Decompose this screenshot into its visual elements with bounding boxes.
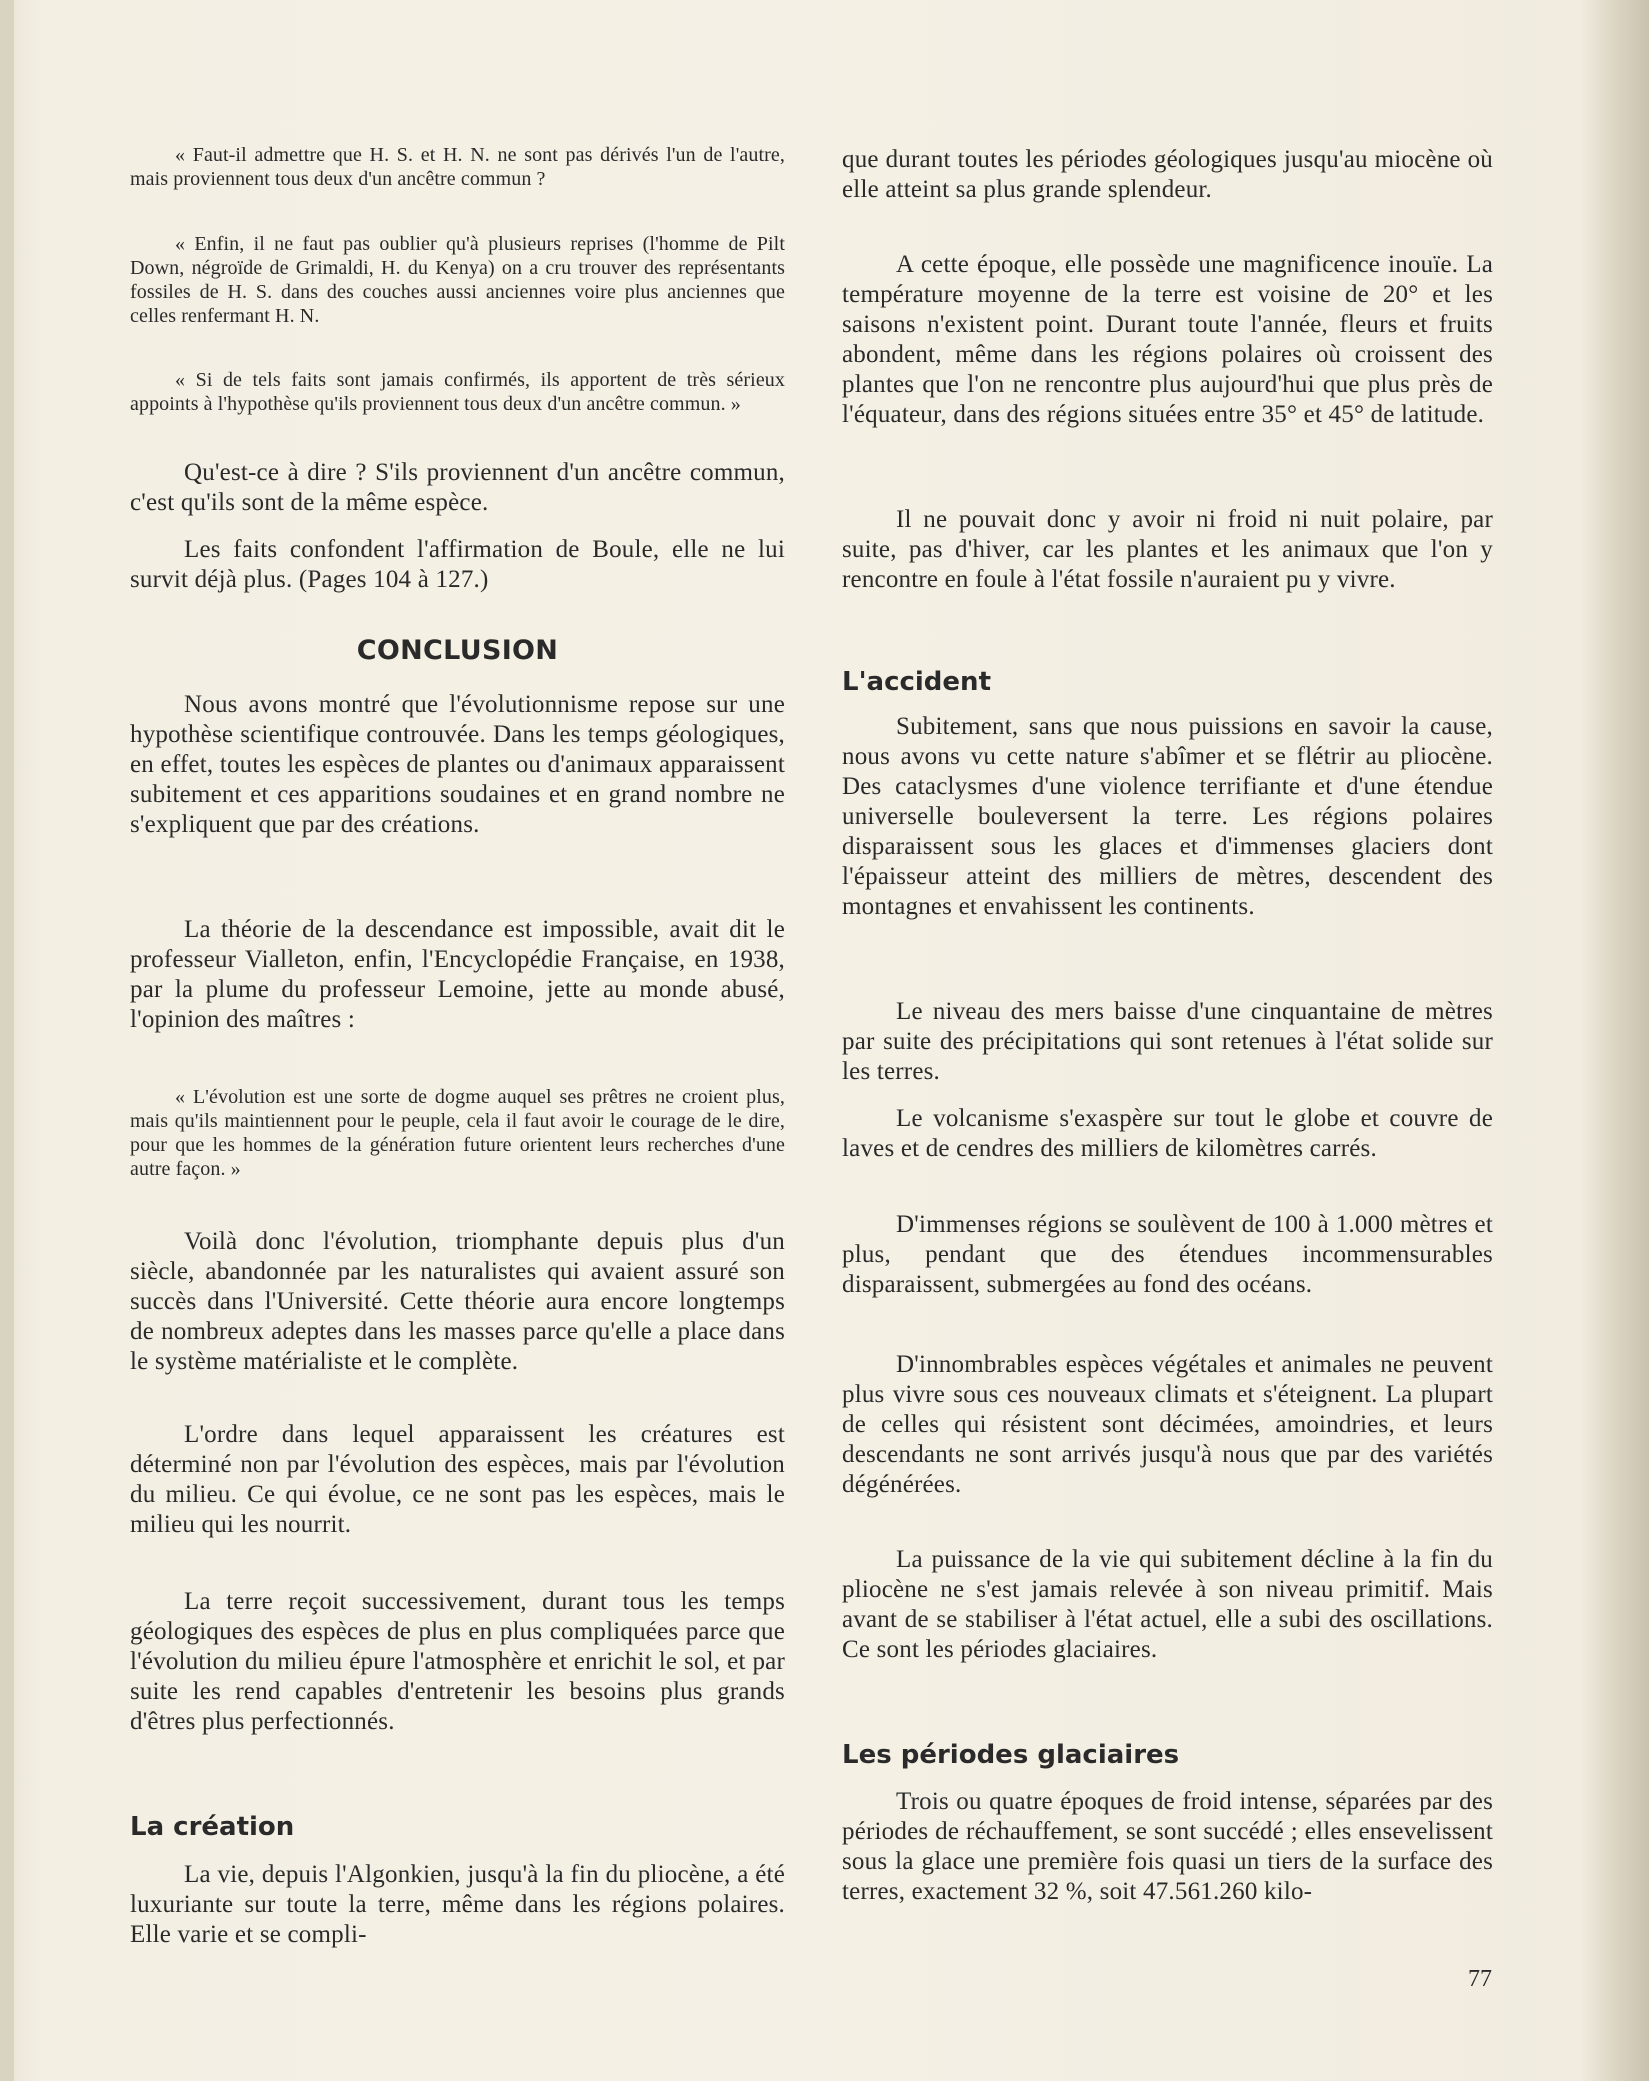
section-heading-accident: L'accident [842,667,991,697]
body-paragraph: D'innombrables espèces végétales et animales ne peuvent plus vivre sous ces nouveaux climats et s'éteignent. La plupart de celles qui résistent sont décimées, amoindries, et leurs descendants ne sont arrivés jusqu'à nous que par des variétés dégénérées. [842,1351,1493,1498]
body-paragraph: A cette époque, elle possède une magnificence inouïe. La température moyenne de la terre est voisine de 20° et les saisons n'existent point. Durant toute l'année, fleurs et fruits abondent, même dans les régions polaires où croissent des plantes que l'on ne rencontre plus aujourd'hui que plus près de l'équateur, dans des régions situées entre 35° et 45° de latitude. [842,251,1493,428]
body-paragraph: Nous avons montré que l'évolutionnisme repose sur une hypothèse scientifique controuvée. Dans les temps géologiques, en effet, toutes les espèces de plantes ou d'animaux apparaissent subitement et ces apparitions soudaines et en grand nombre ne s'expliquent que par des créations. [130,691,785,838]
body-paragraph: Subitement, sans que nous puissions en savoir la cause, nous avons vu cette nature s'abîmer et se flétrir au pliocène. Des cataclysmes d'une violence terrifiante et d'une étendue universelle bouleversent la terre. Les régions polaires disparaissent sous les glaces et d'immenses glaciers dont l'épaisseur atteint des milliers de mètres, descendent des montagnes et envahissent les continents. [842,713,1493,920]
body-paragraph: Le volcanisme s'exaspère sur tout le globe et couvre de laves et de cendres des milliers de kilomètres carrés. [842,1105,1493,1162]
quote-paragraph: « Si de tels faits sont jamais confirmés, ils apportent de très sérieux appoints à l'hypothèse qu'ils proviennent tous deux d'un ancêtre commun. » [130,369,785,415]
body-paragraph: L'ordre dans lequel apparaissent les créatures est déterminé non par l'évolution des espèces, mais par l'évolution du milieu. Ce qui évolue, ce ne sont pas les espèces, mais le milieu qui les nourrit. [130,1421,785,1538]
quote-paragraph: « Faut-il admettre que H. S. et H. N. ne sont pas dérivés l'un de l'autre, mais proviennent tous deux d'un ancêtre commun ? [130,144,785,190]
page-number: 77 [1468,1966,1492,1992]
section-heading-creation: La création [130,1812,295,1842]
body-paragraph: La théorie de la descendance est impossible, avait dit le professeur Vialleton, enfin, l'Encyclopédie Française, en 1938, par la plume du professeur Lemoine, jette au monde abusé, l'opinion des maîtres : [130,916,785,1033]
body-paragraph: Qu'est-ce à dire ? S'ils proviennent d'un ancêtre commun, c'est qu'ils sont de la même espèce. [130,459,785,516]
quote-paragraph: « Enfin, il ne faut pas oublier qu'à plusieurs reprises (l'homme de Pilt Down, négroïde de Grimaldi, H. du Kenya) on a cru trouver des représentants fossiles de H. S. dans des couches aussi anciennes voire plus anciennes que celles renfermant H. N. [130,233,785,327]
section-heading-conclusion: CONCLUSION [356,635,559,666]
body-paragraph: Il ne pouvait donc y avoir ni froid ni nuit polaire, par suite, pas d'hiver, car les plantes et les animaux que l'on y rencontre en foule à l'état fossile n'auraient pu y vivre. [842,506,1493,593]
body-paragraph: Voilà donc l'évolution, triomphante depuis plus d'un siècle, abandonnée par les naturalistes qui avaient assuré son succès dans l'Université. Cette théorie aura encore longtemps de nombreux adeptes dans les masses parce qu'elle a place dans le système matérialiste et le complète. [130,1228,785,1375]
body-paragraph: D'immenses régions se soulèvent de 100 à 1.000 mètres et plus, pendant que des étendues incommensurables disparaissent, submergées au fond des océans. [842,1211,1493,1298]
quote-paragraph: « L'évolution est une sorte de dogme auquel ses prêtres ne croient plus, mais qu'ils maintiennent pour le peuple, cela il faut avoir le courage de le dire, pour que les hommes de la génération future orientent leurs recherches d'une autre façon. » [130,1086,785,1180]
body-paragraph: Les faits confondent l'affirmation de Boule, elle ne lui survit déjà plus. (Pages 104 à 127.) [130,536,785,593]
body-paragraph: La terre reçoit successivement, durant tous les temps géologiques des espèces de plus en plus compliquées parce que l'évolution du milieu épure l'atmosphère et enrichit le sol, et par suite les rend capables d'entretenir les besoins plus grands d'êtres plus perfectionnés. [130,1588,785,1735]
body-paragraph: que durant toutes les périodes géologiques jusqu'au miocène où elle atteint sa plus grande splendeur. [842,146,1493,203]
section-heading-glaciaires: Les périodes glaciaires [842,1740,1180,1770]
body-paragraph: Trois ou quatre époques de froid intense, séparées par des périodes de réchauffement, se sont succédé ; elles ensevelissent sous la glace une première fois quasi un tiers de la surface des terres, exactement 32 %, soit 47.561.260 kilo- [842,1788,1493,1905]
page-edge [0,0,14,2081]
body-paragraph: Le niveau des mers baisse d'une cinquantaine de mètres par suite des précipitations qui sont retenues à l'état solide sur les terres. [842,998,1493,1085]
body-paragraph: La vie, depuis l'Algonkien, jusqu'à la fin du pliocène, a été luxuriante sur toute la terre, même dans les régions polaires. Elle varie et se compli- [130,1861,785,1948]
body-paragraph: La puissance de la vie qui subitement décline à la fin du pliocène ne s'est jamais relevée à son niveau primitif. Mais avant de se stabiliser à l'état actuel, elle a subi des oscillations. Ce sont les périodes glaciaires. [842,1546,1493,1663]
